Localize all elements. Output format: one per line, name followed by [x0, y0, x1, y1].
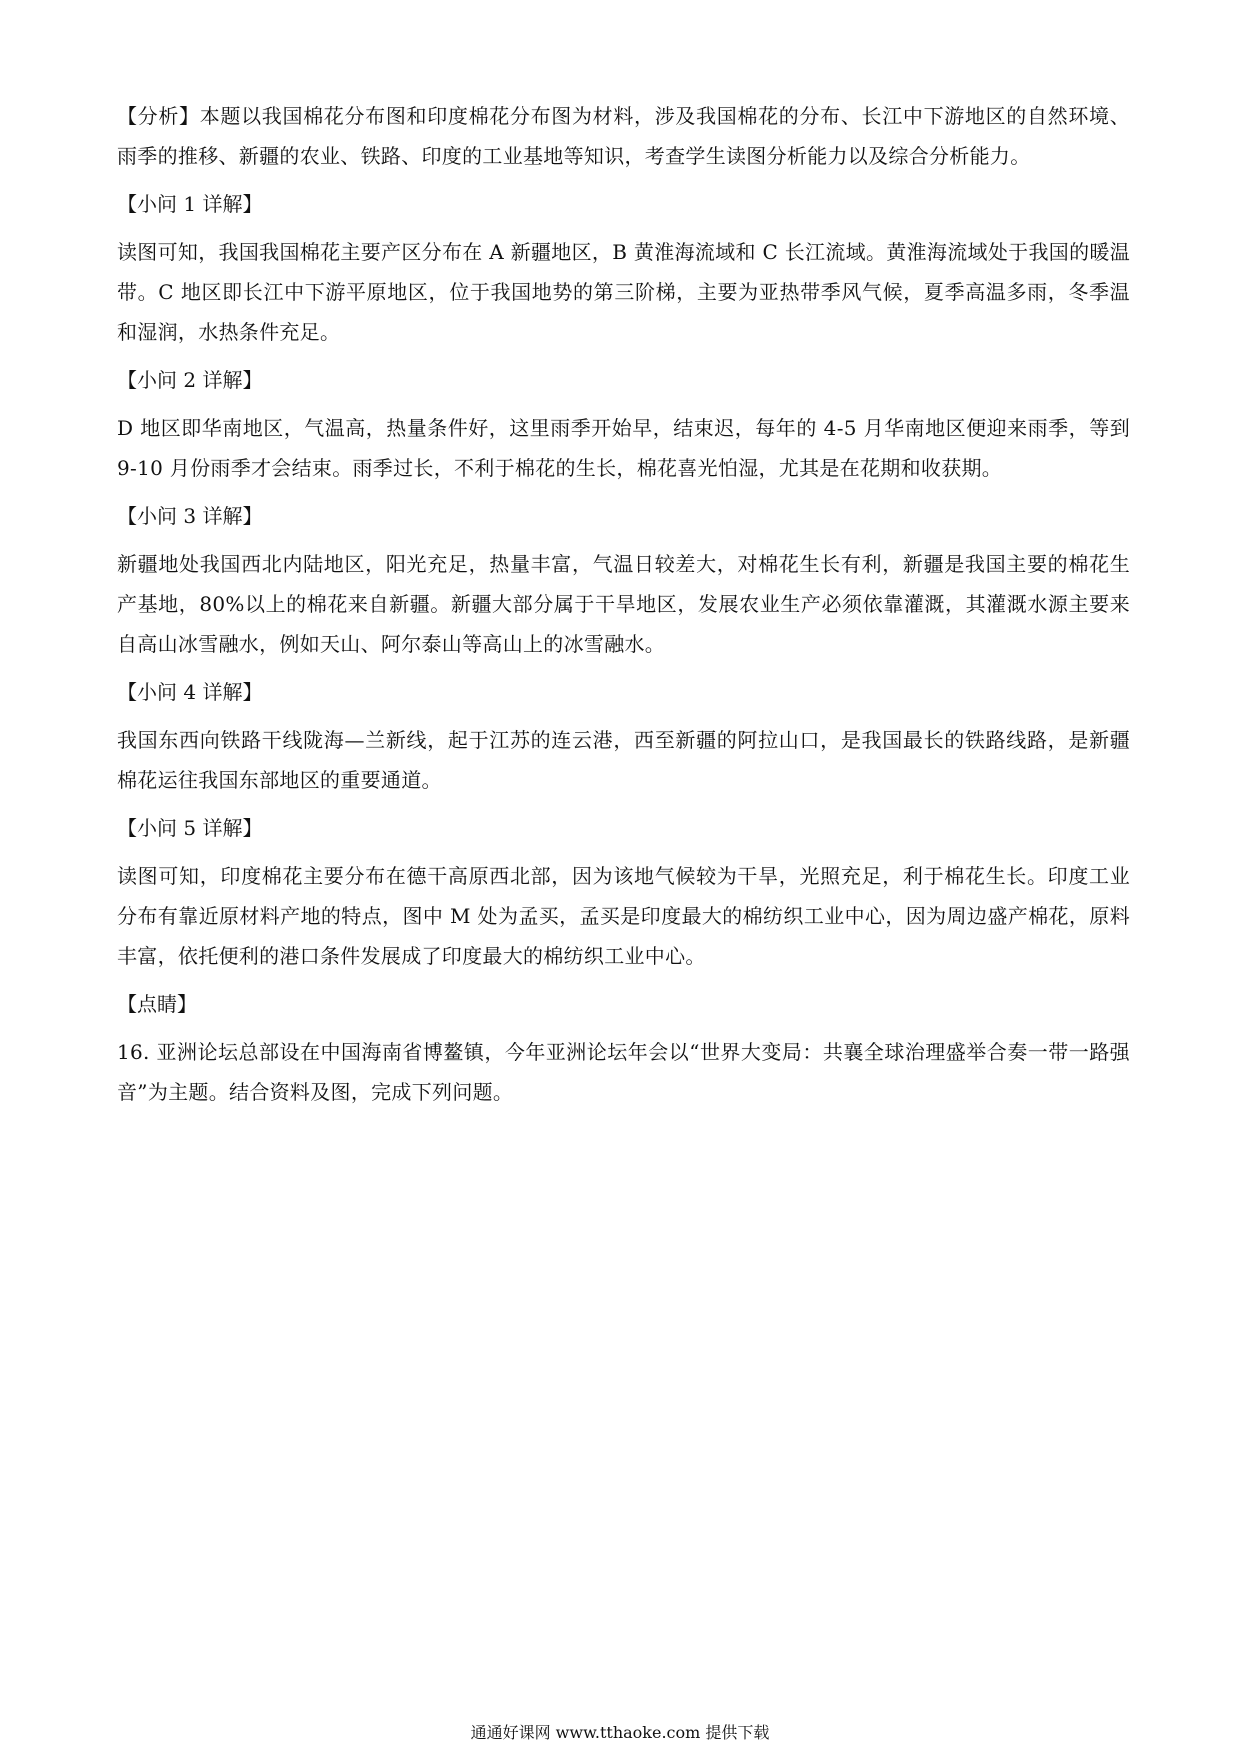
q3-answer: 新疆地处我国西北内陆地区，阳光充足，热量丰富，气温日较差大，对棉花生长有利，新疆是我国主要的棉花生产基地，80%以上的棉花来自新疆。新疆大部分属于干旱地区，发展农业生产必须依靠灌溉，其灌溉水源主要来自高山冰雪融水，例如天山、阿尔泰山等高山上的冰雪融水。	[117, 552, 1130, 656]
q1-answer: 读图可知，我国我国棉花主要产区分布在 A 新疆地区，B 黄淮海流域和 C 长江流域。黄淮海流域处于我国的暖温带。C 地区即长江中下游平原地区，位于我国地势的第三阶梯，主要为亚热带季风气候，夏季高温多雨，冬季温和湿润，水热条件充足。	[117, 240, 1130, 344]
q5-heading: 【小问 5 详解】	[117, 816, 263, 840]
question-16: 16. 亚洲论坛总部设在中国海南省博鳌镇，今年亚洲论坛年会以“世界大变局：共襄全球治理盛举合奏一带一路强音”为主题。结合资料及图，完成下列问题。	[117, 1040, 1130, 1104]
q4-heading: 【小问 4 详解】	[117, 680, 263, 704]
q4-answer: 我国东西向铁路干线陇海—兰新线，起于江苏的连云港，西至新疆的阿拉山口，是我国最长的铁路线路，是新疆棉花运往我国东部地区的重要通道。	[117, 728, 1130, 792]
page-footer: 通通好课网 www.tthaoke.com 提供下载	[470, 1723, 770, 1742]
q2-answer: D 地区即华南地区，气温高，热量条件好，这里雨季开始早，结束迟，每年的 4-5 月华南地区便迎来雨季，等到 9-10 月份雨季才会结束。雨季过长，不利于棉花的生长，棉花喜光怕湿，尤其是在花期和收获期。	[117, 416, 1130, 480]
q5-answer: 读图可知，印度棉花主要分布在德干高原西北部，因为该地气候较为干旱，光照充足，利于棉花生长。印度工业分布有靠近原材料产地的特点，图中 M 处为孟买，孟买是印度最大的棉纺织工业中心，因为周边盛产棉花，原料丰富，依托便利的港口条件发展成了印度最大的棉纺织工业中心。	[117, 864, 1130, 968]
comment-heading: 【点睛】	[117, 992, 197, 1016]
page-content	[117, 96, 1130, 1120]
q1-heading: 【小问 1 详解】	[117, 192, 263, 216]
q3-heading: 【小问 3 详解】	[117, 504, 263, 528]
analysis-paragraph: 【分析】本题以我国棉花分布图和印度棉花分布图为材料，涉及我国棉花的分布、长江中下游地区的自然环境、雨季的推移、新疆的农业、铁路、印度的工业基地等知识，考查学生读图分析能力以及综合分析能力。	[117, 104, 1130, 168]
q2-heading: 【小问 2 详解】	[117, 368, 263, 392]
